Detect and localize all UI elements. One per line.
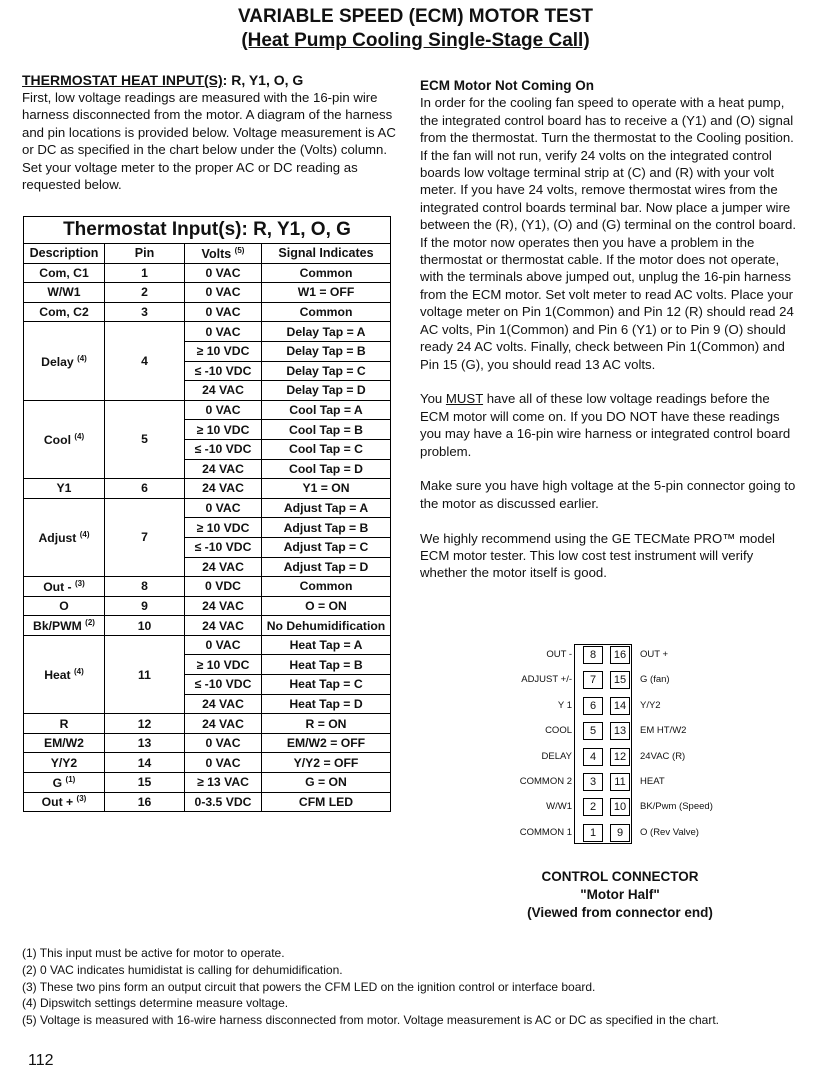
cell-description (24, 322, 105, 400)
table-row (24, 263, 391, 283)
connector-pin: 14 (610, 697, 630, 715)
cell-signal: Common (262, 577, 391, 597)
header-volts-label: Volts (201, 246, 232, 261)
cell-volts: 0 VAC (185, 733, 262, 753)
connector-left-label: COMMON 2 (519, 776, 572, 787)
cell-description (24, 302, 105, 322)
caption-line-2: "Motor Half" (580, 887, 660, 902)
control-connector-diagram (500, 644, 760, 842)
cell-signal: Common (262, 302, 391, 322)
cell-signal: No Dehumidification (262, 616, 391, 636)
cell-volts: 24 VAC (185, 714, 262, 734)
page-number: 112 (28, 1052, 54, 1069)
cell-pin: 4 (105, 322, 185, 400)
cell-volts: ≤ -10 VDC (185, 537, 262, 557)
p2-must: MUST (445, 391, 484, 407)
description-footnote: (3) (76, 794, 87, 804)
cell-signal: Adjust Tap = A (262, 498, 391, 518)
description-text: Y1 (56, 481, 72, 496)
intro-text: First, low voltage readings are measured with the 16-pin wire harness disconnected from the motor. A diagram of the harness and pin locations is provided below. Voltage measurement is AC or DC as specified in the chart below under the (Volts) column. Set your voltage meter to the proper AC or DC reading as requested below. (22, 90, 396, 193)
connector-pin: 4 (583, 748, 603, 766)
table-row (24, 577, 391, 597)
cell-pin: 12 (105, 714, 185, 734)
cell-volts: 0 VAC (185, 263, 262, 283)
cell-description (24, 283, 105, 303)
cell-pin: 5 (105, 400, 185, 478)
cell-pin: 7 (105, 498, 185, 576)
caption-line-3: (Viewed from connector end) (527, 905, 713, 920)
cell-signal: R = ON (262, 714, 391, 734)
table-row (24, 283, 391, 303)
table-row (24, 322, 391, 342)
description-text: Com, C1 (39, 265, 89, 280)
description-text: EM/W2 (44, 736, 84, 751)
header-pin: Pin (105, 244, 185, 264)
cell-description (24, 263, 105, 283)
footnote-5: (5) Voltage is measured with 16-wire harness disconnected from motor. Voltage measurement is AC or DC as specified in the chart. (22, 1013, 719, 1028)
cell-description (24, 733, 105, 753)
cell-description (24, 714, 105, 734)
cell-volts: ≥ 10 VDC (185, 341, 262, 361)
p2-post: have all of these low voltage readings before the ECM motor will come on. If you DO NOT have these readings you may have a 16-pin wire harness or integrated control board problem. (420, 391, 791, 459)
connector-right-label: OUT + (640, 649, 669, 660)
connector-pin: 12 (610, 748, 630, 766)
cell-description (24, 596, 105, 616)
table-row (24, 753, 391, 773)
cell-volts: ≤ -10 VDC (185, 675, 262, 695)
thermostat-input-table (23, 216, 391, 812)
description-text: O (59, 598, 69, 613)
cell-volts: ≥ 10 VDC (185, 518, 262, 538)
cell-description (24, 753, 105, 773)
cell-signal: CFM LED (262, 792, 391, 812)
description-text: Com, C2 (39, 305, 89, 320)
connector-pin: 2 (583, 798, 603, 816)
cell-pin: 8 (105, 577, 185, 597)
description-footnote: (4) (74, 431, 85, 441)
table-row (24, 792, 391, 812)
cell-signal: Heat Tap = A (262, 635, 391, 655)
cell-description (24, 479, 105, 499)
cell-description (24, 773, 105, 793)
cell-pin: 2 (105, 283, 185, 303)
right-column (420, 77, 802, 599)
table-row (24, 773, 391, 793)
table-row (24, 498, 391, 518)
cell-volts: ≥ 13 VAC (185, 773, 262, 793)
cell-volts: 24 VAC (185, 381, 262, 401)
cell-signal: Cool Tap = D (262, 459, 391, 479)
cell-signal: O = ON (262, 596, 391, 616)
description-footnote: (4) (77, 353, 87, 363)
connector-caption (480, 868, 760, 922)
cell-volts: 24 VAC (185, 459, 262, 479)
cell-signal: Adjust Tap = D (262, 557, 391, 577)
cell-volts: 0 VAC (185, 302, 262, 322)
table-row (24, 616, 391, 636)
description-text: Heat (44, 668, 71, 683)
cell-description (24, 635, 105, 713)
cell-signal: Adjust Tap = B (262, 518, 391, 538)
section-heading-rest: : R, Y1, O, G (222, 72, 304, 88)
right-paragraph-3: Make sure you have high voltage at the 5-pin connector going to the motor as discussed earlier. (420, 478, 796, 511)
connector-left-label: Y 1 (557, 699, 572, 711)
description-text: W/W1 (47, 285, 81, 300)
table-row (24, 635, 391, 655)
connector-pin: 11 (610, 773, 630, 791)
connector-pin: 15 (610, 671, 630, 689)
connector-pin: 16 (610, 646, 630, 664)
description-text: G (52, 775, 63, 790)
p2-pre: You (420, 391, 446, 407)
cell-volts: ≥ 10 VDC (185, 420, 262, 440)
connector-left-label: W/W1 (546, 801, 572, 813)
description-text: Adjust (38, 530, 77, 545)
cell-pin: 10 (105, 616, 185, 636)
cell-signal: Adjust Tap = C (262, 537, 391, 557)
cell-signal: W1 = OFF (262, 283, 391, 303)
connector-pin: 1 (583, 824, 603, 842)
connector-right-label: 24VAC (R) (640, 750, 686, 762)
cell-volts: 24 VAC (185, 694, 262, 714)
connector-left-label: COOL (545, 725, 572, 737)
cell-description (24, 792, 105, 812)
cell-signal: Heat Tap = C (262, 675, 391, 695)
description-footnote: (1) (65, 774, 76, 784)
footnote-3: (3) These two pins form an output circuit that powers the CFM LED on the ignition control or interface board. (22, 979, 596, 994)
right-paragraph-2 (420, 390, 802, 460)
cell-description (24, 616, 105, 636)
cell-signal: Cool Tap = B (262, 420, 391, 440)
right-paragraph-1: In order for the cooling fan speed to operate with a heat pump, the integrated control board has to receive a (Y1) and (O) signal from the thermostat. Turn the thermostat to the Cooling position. If the fan will not run, verify 24 volts on the integrated control boards low voltage terminal strip at (C) and (R) with your volt meter. If you have 24 volts, remove thermostat wires from the integrated control boards terminal bar. Now place a jumper wire between the (R), (Y1), (O) and (G) terminal on the control board. If the motor now operates then you have a problem in the thermostat or thermostat cable. If the motor does not operate, with the terminals above jumped out, unplug the 16-pin harness from the ECM motor. Set volt meter to read AC volts. Place your voltage meter on Pin 1(Common) and Pin 12 (R) should read 24 AC volts, Pin 1(Common) and Pin 6 (Y1) or to Pin 9 (O) should ready 24 AC volts. Finally, check between Pin 1(Common) and Pin 15 (G), you should read 13 AC volts. (420, 95, 797, 372)
cell-volts: 0 VAC (185, 283, 262, 303)
connector-right-label: EM HT/W2 (640, 725, 687, 737)
connector-pin: 9 (610, 824, 630, 842)
connector-right-label: HEAT (640, 776, 665, 787)
description-footnote: (2) (85, 618, 95, 628)
table-title: Thermostat Input(s): R, Y1, O, G (24, 217, 391, 244)
cell-description (24, 498, 105, 576)
connector-pin: 6 (583, 697, 603, 715)
footnotes (22, 945, 719, 1029)
cell-volts: ≥ 10 VDC (185, 655, 262, 675)
cell-volts: 0 VAC (185, 322, 262, 342)
cell-signal: Common (262, 263, 391, 283)
cell-volts: 0 VAC (185, 635, 262, 655)
header-volts (185, 244, 262, 264)
description-footnote: (4) (79, 529, 90, 539)
description-text: Cool (43, 432, 71, 447)
cell-volts: 0-3.5 VDC (185, 792, 262, 812)
left-intro (22, 72, 404, 193)
cell-pin: 3 (105, 302, 185, 322)
description-text: Y/Y2 (50, 755, 78, 770)
cell-pin: 11 (105, 635, 185, 713)
cell-description (24, 400, 105, 478)
footnote-1: (1) This input must be active for motor to operate. (22, 946, 285, 960)
cell-signal: Delay Tap = A (262, 322, 391, 342)
header-signal: Signal Indicates (262, 244, 391, 264)
cell-volts: 0 VAC (185, 753, 262, 773)
footnote-4: (4) Dipswitch settings determine measure voltage. (22, 996, 289, 1011)
connector-pin: 8 (583, 646, 603, 664)
cell-volts: 24 VAC (185, 557, 262, 577)
description-text: R (59, 716, 69, 731)
footnote-2: (2) 0 VAC indicates humidistat is calling for dehumidification. (22, 962, 343, 977)
cell-volts: 0 VDC (185, 577, 262, 597)
caption-line-1: CONTROL CONNECTOR (541, 869, 699, 884)
cell-signal: EM/W2 = OFF (262, 733, 391, 753)
cell-pin: 13 (105, 733, 185, 753)
cell-volts: ≤ -10 VDC (185, 439, 262, 459)
connector-pin: 3 (583, 773, 603, 791)
cell-pin: 14 (105, 753, 185, 773)
connector-left-label: ADJUST +/- (521, 674, 572, 686)
description-text: Bk/PWM (33, 619, 82, 634)
cell-signal: Heat Tap = B (262, 655, 391, 675)
section-heading (22, 72, 404, 88)
table-row (24, 302, 391, 322)
cell-pin: 9 (105, 596, 185, 616)
cell-signal: Delay Tap = D (262, 381, 391, 401)
description-text: Out - (43, 579, 72, 594)
cell-description (24, 577, 105, 597)
cell-signal: Heat Tap = D (262, 694, 391, 714)
description-text: Out + (41, 795, 74, 810)
cell-signal: Y1 = ON (262, 479, 391, 499)
connector-right-label: BK/Pwm (Speed) (640, 801, 713, 813)
connector-right-label: G (fan) (640, 674, 670, 686)
connector-right-label: Y/Y2 (640, 699, 661, 711)
cell-signal: Cool Tap = A (262, 400, 391, 420)
cell-signal: Delay Tap = C (262, 361, 391, 381)
connector-pin: 7 (583, 671, 603, 689)
header-description: Description (24, 244, 105, 264)
cell-signal: Delay Tap = B (262, 341, 391, 361)
cell-signal: G = ON (262, 773, 391, 793)
page-title: VARIABLE SPEED (ECM) MOTOR TEST (237, 6, 594, 27)
description-text: Delay (41, 354, 74, 369)
cell-volts: 24 VAC (185, 479, 262, 499)
connector-pin: 13 (610, 722, 630, 740)
table-row (24, 714, 391, 734)
cell-volts: 0 VAC (185, 400, 262, 420)
cell-pin: 1 (105, 263, 185, 283)
header-volts-sup: (5) (234, 245, 245, 255)
connector-pin: 10 (610, 798, 630, 816)
cell-pin: 6 (105, 479, 185, 499)
cell-signal: Y/Y2 = OFF (262, 753, 391, 773)
cell-signal: Cool Tap = C (262, 439, 391, 459)
section-heading-underlined: THERMOSTAT HEAT INPUT(S) (22, 72, 223, 88)
connector-left-label: OUT - (546, 649, 572, 660)
description-footnote: (3) (75, 578, 85, 588)
table-row (24, 733, 391, 753)
connector-left-label: COMMON 1 (519, 826, 572, 838)
table-row (24, 596, 391, 616)
page-subtitle: (Heat Pump Cooling Single-Stage Call) (241, 30, 590, 51)
right-paragraph-4: We highly recommend using the GE TECMate PRO™ model ECM motor tester. This low cost test instrument will verify whether the motor itself is good. (420, 530, 775, 581)
connector-pin: 5 (583, 722, 603, 740)
cell-volts: 24 VAC (185, 596, 262, 616)
cell-volts: 0 VAC (185, 498, 262, 518)
connector-left-label: DELAY (541, 750, 572, 762)
cell-pin: 15 (105, 773, 185, 793)
table-row (24, 400, 391, 420)
cell-pin: 16 (105, 792, 185, 812)
description-footnote: (4) (74, 667, 84, 677)
right-heading: ECM Motor Not Coming On (420, 78, 594, 93)
cell-volts: ≤ -10 VDC (185, 361, 262, 381)
cell-volts: 24 VAC (185, 616, 262, 636)
table-row (24, 479, 391, 499)
connector-right-label: O (Rev Valve) (640, 826, 699, 838)
